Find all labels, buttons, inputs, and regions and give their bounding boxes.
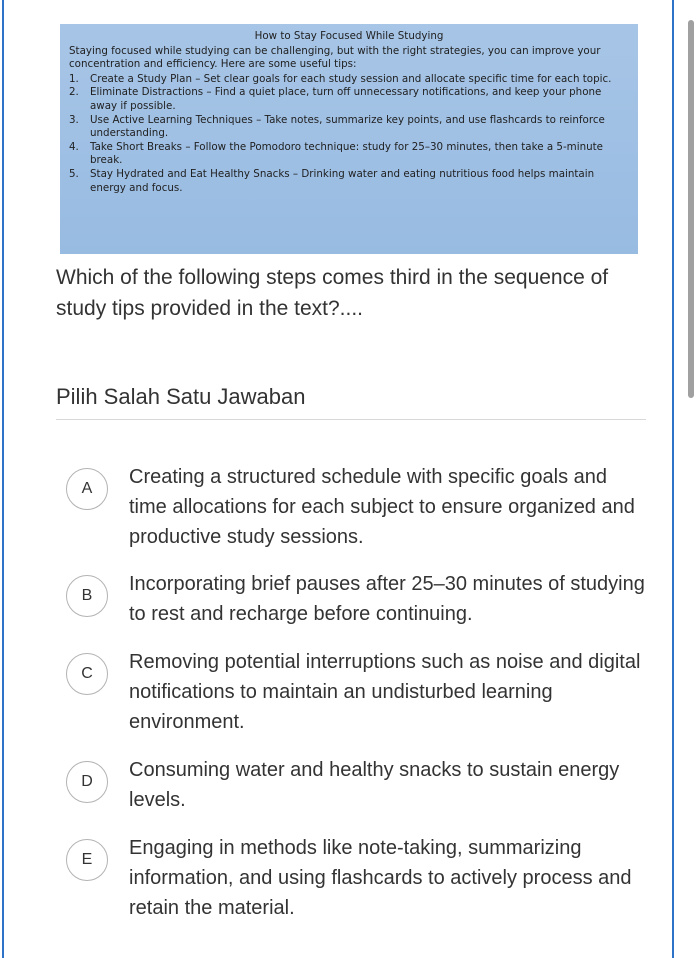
section-divider — [56, 419, 646, 420]
tip-number: 5. — [69, 167, 79, 180]
passage-tip — [69, 73, 629, 87]
tip-text: Use Active Learning Techniques – Take notes, summarize key points, and use flashcards to reinforce understanding. — [90, 113, 605, 140]
passage-tip-list — [69, 73, 629, 195]
passage-tip — [69, 114, 629, 141]
page-frame-right-border — [672, 0, 674, 958]
option-radio-e[interactable]: E — [66, 839, 108, 881]
passage-intro: Staying focused while studying can be challenging, but with the right strategies, you can improve your concentration and efficiency. Here are some useful tips: — [69, 44, 601, 71]
tip-number: 4. — [69, 140, 79, 153]
page-frame-left-border — [2, 0, 4, 958]
option-radio-d[interactable]: D — [66, 761, 108, 803]
reading-passage — [60, 24, 638, 254]
option-radio-a[interactable]: A — [66, 468, 108, 510]
question-text: Which of the following steps comes third in the sequence of study tips provided in the text?.... — [56, 266, 609, 320]
tip-number: 2. — [69, 86, 79, 99]
tip-text: Eliminate Distractions – Find a quiet place, turn off unnecessary notifications, and keep your phone away if possible. — [90, 86, 602, 112]
tip-text: Stay Hydrated and Eat Healthy Snacks – Drinking water and eating nutritious food helps maintain energy and focus. — [90, 167, 595, 194]
tip-number: 1. — [69, 72, 79, 85]
option-radio-b[interactable]: B — [66, 575, 108, 617]
tip-text: Take Short Breaks – Follow the Pomodoro technique: study for 25–30 minutes, then take a 5-minute break. — [90, 140, 603, 167]
option-radio-c[interactable]: C — [66, 653, 108, 695]
option-text-d[interactable]: Consuming water and healthy snacks to sustain energy levels. — [129, 759, 620, 811]
tip-number: 3. — [69, 113, 79, 126]
option-text-e[interactable]: Engaging in methods like note-taking, summarizing information, and using flashcards to actively process and retain the material. — [129, 837, 632, 919]
tip-text: Create a Study Plan – Set clear goals for each study session and allocate specific time for each topic. — [90, 72, 612, 85]
passage-tip — [69, 168, 629, 195]
option-text-b[interactable]: Incorporating brief pauses after 25–30 minutes of studying to rest and recharge before continuing. — [129, 573, 645, 625]
option-text-a[interactable]: Creating a structured schedule with specific goals and time allocations for each subject to ensure organized and productive study sessions. — [129, 466, 635, 548]
answer-section-title: Pilih Salah Satu Jawaban — [56, 384, 306, 409]
passage-tip — [69, 86, 629, 113]
passage-tip — [69, 141, 629, 168]
option-text-c[interactable]: Removing potential interruptions such as noise and digital notifications to maintain an undisturbed learning environment. — [129, 651, 641, 733]
passage-title: How to Stay Focused While Studying — [254, 30, 444, 42]
scrollbar-thumb[interactable] — [688, 20, 694, 398]
